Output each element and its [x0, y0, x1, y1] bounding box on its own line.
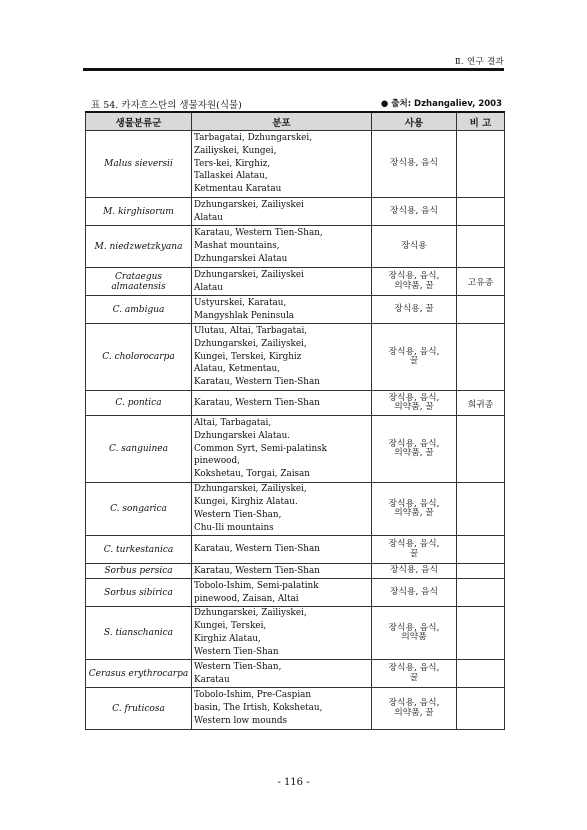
column-header-distribution: 분포: [192, 112, 372, 131]
taxon-cell: M. kirghisorum: [86, 198, 192, 226]
distribution-line: Tarbagatai, Dzhungarskei,: [194, 133, 312, 143]
taxon-cell: C. cholorocarpa: [86, 324, 192, 391]
distribution-line: Dzhungarskei, Zailiyskei,: [194, 608, 307, 619]
distribution-line: Alatau: [194, 282, 223, 293]
table-row: [86, 564, 505, 579]
page-number: - 116 -: [277, 777, 310, 788]
distribution-line: Kungei, Terskei, Kirghiz: [194, 351, 302, 362]
distribution-line: Zailiyskei, Kungei,: [194, 145, 277, 156]
taxon-cell: S. tianschanica: [86, 607, 192, 660]
note-cell: [457, 198, 505, 226]
table-row: [86, 688, 505, 730]
distribution-cell: [192, 391, 372, 416]
use-text: 장식용, 음식, 의약품, 꿀: [388, 438, 440, 458]
use-cell: [372, 324, 457, 391]
use-cell: [372, 296, 457, 324]
note-cell: [457, 607, 505, 660]
use-cell: [372, 660, 457, 688]
distribution-line: Dzhungarskei, Zailiyskei,: [194, 484, 307, 495]
note-cell: [457, 226, 505, 268]
use-cell: [372, 391, 457, 416]
distribution-cell: [192, 483, 372, 536]
distribution-cell: [192, 268, 372, 296]
distribution-cell: [192, 416, 372, 483]
distribution-line: basin, The Irtish, Kokshetau,: [194, 703, 323, 714]
distribution-line: Kirghiz Alatau,: [194, 634, 261, 644]
table-row: [86, 324, 505, 391]
distribution-line: Tobolo-Ishim, Pre-Caspian: [194, 690, 312, 701]
note-cell: [457, 131, 505, 198]
use-cell: [372, 226, 457, 268]
table-row: [86, 416, 505, 483]
distribution-cell: [192, 296, 372, 324]
use-text: 장식용, 음식, 의약품, 꿀: [388, 498, 440, 518]
distribution-cell: [192, 536, 372, 564]
distribution-line: Western Tien-Shan,: [194, 661, 282, 672]
taxon-cell: C. sanguinea: [86, 416, 192, 483]
table-row: [86, 131, 505, 198]
use-text: 장식용, 음식: [389, 565, 439, 576]
distribution-line: Alatau: [194, 212, 223, 223]
distribution-line: Ustyurskei, Karatau,: [194, 297, 287, 308]
note-cell: [457, 579, 505, 607]
distribution-line: Karatau, Western Tien-Shan: [194, 377, 320, 388]
use-cell: [372, 268, 457, 296]
table-row: [86, 607, 505, 660]
use-cell: [372, 536, 457, 564]
distribution-cell: [192, 324, 372, 391]
table-body: [86, 131, 505, 730]
table-row: [86, 268, 505, 296]
use-cell: [372, 483, 457, 536]
plant-resources-table: [85, 111, 505, 730]
use-cell: [372, 688, 457, 730]
use-text: 장식용, 음식, 꿀: [388, 346, 440, 366]
note-cell: [457, 416, 505, 483]
use-text: 장식용, 음식, 꿀: [388, 663, 440, 683]
use-text: 장식용, 음식, 꿀: [388, 539, 440, 559]
table-row: [86, 536, 505, 564]
use-text: 장식용: [401, 240, 427, 251]
distribution-line: Ulutau, Altai, Tarbagatai,: [194, 326, 308, 336]
distribution-line: Karatau, Western Tien-Shan: [194, 565, 320, 576]
use-text: 장식용, 음식, 의약품, 꿀: [388, 698, 440, 718]
taxon-cell: Cerasus erythrocarpa: [86, 660, 192, 688]
table-row: [86, 660, 505, 688]
taxon-cell: Sorbus sibirica: [86, 579, 192, 607]
taxon-cell: M. niedzwetzkyana: [86, 226, 192, 268]
note-cell: [457, 660, 505, 688]
distribution-line: Western Tien-Shan,: [194, 510, 282, 520]
taxon-cell: C. pontica: [86, 391, 192, 416]
distribution-line: Kungei, Terskei,: [194, 621, 267, 632]
distribution-line: Ters-kei, Kirghiz,: [194, 158, 271, 169]
note-cell: [457, 324, 505, 391]
distribution-line: Ketmentau Karatau: [194, 184, 282, 195]
column-header-use: 사용: [372, 112, 457, 131]
table-row: [86, 579, 505, 607]
distribution-line: pinewood, Zaisan, Altai: [194, 593, 299, 604]
distribution-cell: [192, 564, 372, 579]
use-text: 장식용, 음식, 의약품, 꿀: [388, 271, 440, 291]
note-cell: [457, 564, 505, 579]
use-cell: [372, 416, 457, 483]
header-rule: [83, 68, 504, 71]
table-header-row: [86, 112, 505, 131]
note-cell: [457, 536, 505, 564]
table-row: [86, 483, 505, 536]
distribution-line: Karatau, Western Tien-Shan,: [194, 228, 323, 239]
distribution-line: Dzhungarskei, Zailiyskei,: [194, 338, 307, 349]
use-cell: [372, 607, 457, 660]
distribution-line: Dzhungarskei Alatau.: [194, 430, 291, 441]
distribution-line: pinewood,: [194, 456, 240, 467]
distribution-line: Dzhungarskei Alatau: [194, 253, 288, 264]
note-cell: [457, 296, 505, 324]
use-text: 장식용, 꿀: [394, 303, 434, 314]
note-cell: 고유종: [457, 268, 505, 296]
use-cell: [372, 131, 457, 198]
distribution-line: Common Syrt, Semi-palatinsk: [194, 443, 327, 454]
distribution-cell: [192, 131, 372, 198]
note-cell: 희귀종: [457, 391, 505, 416]
distribution-line: Mangyshlak Peninsula: [194, 310, 294, 321]
distribution-cell: [192, 660, 372, 688]
section-header: Ⅱ. 연구 결과: [454, 57, 504, 67]
table-row: [86, 226, 505, 268]
distribution-line: Kungei, Kirghiz Alatau.: [194, 497, 298, 508]
column-header-note: 비 고: [457, 112, 505, 131]
use-text: 장식용, 음식: [389, 586, 439, 597]
use-text: 장식용, 음식: [389, 205, 439, 216]
distribution-line: Tobolo-Ishim, Semi-palatink: [194, 580, 319, 591]
distribution-line: Altai, Tarbagatai,: [194, 418, 272, 428]
use-cell: [372, 198, 457, 226]
distribution-cell: [192, 198, 372, 226]
column-header-taxon: 생물분류군: [86, 112, 192, 131]
distribution-line: Karatau, Western Tien-Shan: [194, 397, 320, 408]
distribution-cell: [192, 688, 372, 730]
distribution-cell: [192, 607, 372, 660]
taxon-cell: C. ambigua: [86, 296, 192, 324]
use-text: 장식용, 음식, 의약품, 꿀: [388, 392, 440, 412]
distribution-cell: [192, 579, 372, 607]
use-text: 장식용, 음식, 의약품: [388, 622, 440, 642]
use-cell: [372, 579, 457, 607]
table-row: [86, 198, 505, 226]
taxon-cell: Crataegus almaatensis: [86, 268, 192, 296]
taxon-cell: Malus sieversii: [86, 131, 192, 198]
distribution-cell: [192, 226, 372, 268]
distribution-line: Dzhungarskei, Zailiyskei: [194, 269, 304, 280]
distribution-line: Kokshetau, Torgai, Zaisan: [194, 469, 310, 480]
distribution-line: Dzhungarskei, Zailiyskei: [194, 199, 304, 210]
taxon-cell: C. fruticosa: [86, 688, 192, 730]
source-note: ● 출처: Dzhangaliev, 2003: [380, 99, 502, 109]
distribution-line: Chu-Ili mountains: [194, 522, 274, 533]
distribution-line: Karatau, Western Tien-Shan: [194, 544, 320, 555]
distribution-line: Alatau, Ketmentau,: [194, 364, 280, 375]
note-cell: [457, 688, 505, 730]
use-text: 장식용, 음식: [389, 158, 439, 169]
use-cell: [372, 564, 457, 579]
taxon-cell: C. turkestanica: [86, 536, 192, 564]
distribution-line: Mashat mountains,: [194, 241, 280, 252]
table-caption: 표 54. 카자흐스탄의 생물자원(식물): [91, 100, 242, 111]
table-row: [86, 391, 505, 416]
table-row: [86, 296, 505, 324]
distribution-line: Karatau: [194, 674, 230, 685]
distribution-line: Western Tien-Shan: [194, 646, 279, 657]
distribution-line: Western low mounds: [194, 715, 288, 726]
taxon-cell: Sorbus persica: [86, 564, 192, 579]
taxon-cell: C. songarica: [86, 483, 192, 536]
distribution-line: Tallaskei Alatau,: [194, 171, 268, 182]
note-cell: [457, 483, 505, 536]
